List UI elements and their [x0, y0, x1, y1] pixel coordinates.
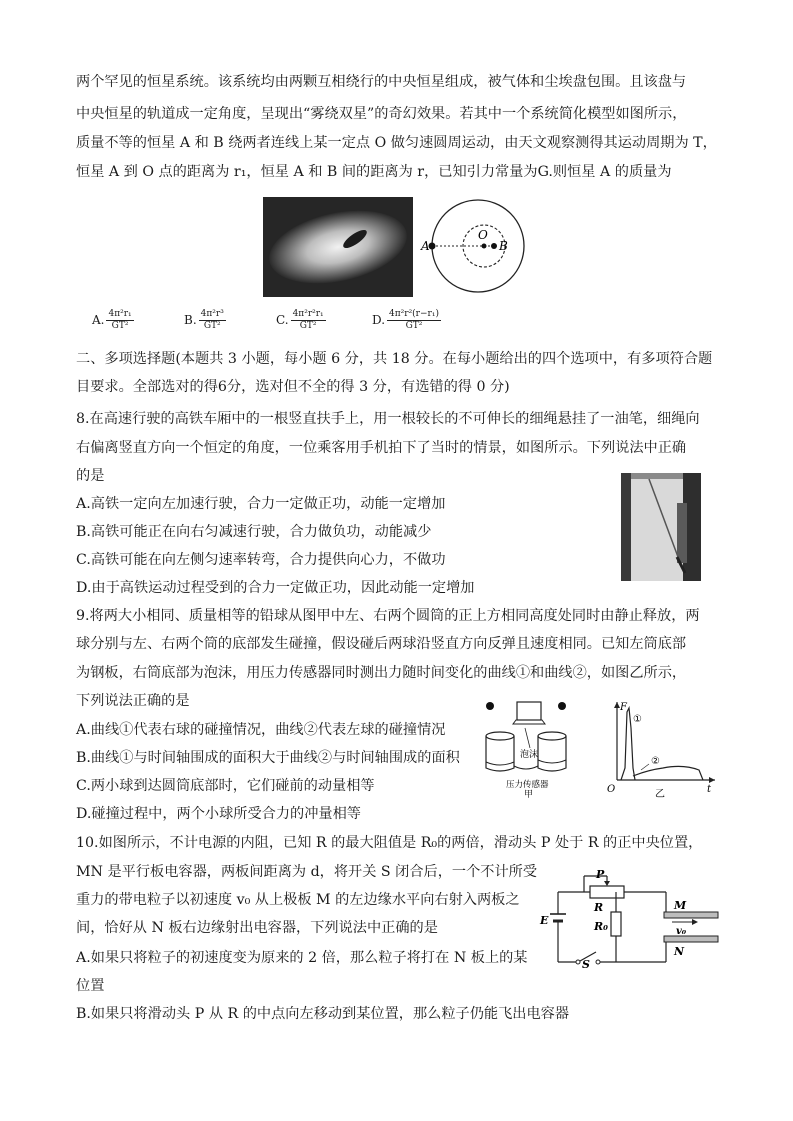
orbit-diagram — [418, 196, 528, 301]
caption-yi: 乙 — [655, 789, 665, 798]
axis-F: F — [620, 702, 627, 713]
q7-option-a: A. $\frac{\text{4π²r₁}}{\text{GT²}}$ — [92, 309, 132, 331]
label-A: A — [421, 239, 430, 253]
sensor-label: 压力传感器 — [506, 780, 549, 790]
curve-2-label: ② — [651, 756, 660, 767]
label-P: P — [596, 868, 605, 881]
q10-line-3: 重力的带电粒子以初速度 v₀ 从上极板 M 的左边缘水平向右射入两板之 — [76, 892, 520, 908]
q7-option-d: D. $\frac{\text{4π²r²(r−r₁)}}{\text{GT²}}$ — [372, 309, 439, 331]
q9-line-3: 为钢板，右筒底部为泡沫，用压力传感器同时测出力随时间变化的曲线①和曲线②，如图乙所示， — [76, 665, 687, 681]
binary-star-photo — [263, 197, 413, 297]
q9-line-4: 下列说法正确的是 — [76, 693, 190, 709]
q9-line-1: 9.将两大小相同、质量相等的铅球从图甲中左、右两个圆筒的正上方相同高度处同时由静止释放，两 — [76, 608, 700, 624]
q8-line-3: 的是 — [76, 468, 105, 484]
figure-jia-cylinders — [480, 698, 590, 798]
label-N: N — [674, 945, 685, 958]
q7-line-4: 恒星 A 到 O 点的距离为 r₁，恒星 A 和 B 间的距离为 r，已知引力常量为G.则恒星 A 的质量为 — [76, 164, 672, 180]
q9-line-2: 球分别与左、右两个筒的底部发生碰撞，假设碰后两球沿竖直方向反弹且速度相同。已知左筒底部 — [76, 636, 687, 652]
figure-yi-force-graph — [603, 698, 718, 798]
label-S: S — [582, 958, 590, 968]
label-R0: R₀ — [594, 920, 608, 933]
train-pen-photo — [621, 473, 701, 581]
label-B: B — [499, 239, 508, 253]
section-2-heading: 二、多项选择题(本题共 3 小题，每小题 6 分，共 18 分。在每小题给出的四个选项中，有多项符合题 — [76, 351, 713, 367]
label-R: R — [594, 901, 604, 914]
circuit-diagram — [538, 866, 730, 968]
q8-line-2: 右偏离竖直方向一个恒定的角度，一位乘客用手机拍下了当时的情景，如图所示。下列说法中正确 — [76, 440, 687, 456]
caption-jia: 甲 — [524, 790, 534, 798]
q8-line-1: 8.在高速行驶的高铁车厢中的一根竖直扶手上，用一根较长的不可伸长的细绳悬挂了一油笔，细绳向 — [76, 411, 700, 427]
q9-option-b: B.曲线①与时间轴围成的面积大于曲线②与时间轴围成的面积 — [76, 750, 460, 766]
label-v0: v₀ — [676, 926, 687, 937]
curve-1-label: ① — [633, 714, 642, 725]
q10-line-4: 间，恰好从 N 板右边缘射出电容器，下列说法中正确的是 — [76, 920, 438, 936]
q7-line-2: 中央恒星的轨道成一定角度，呈现出“雾绕双星”的奇幻效果。若其中一个系统简化模型如图所示， — [76, 106, 687, 122]
axis-origin: O — [607, 784, 616, 795]
q8-option-b: B.高铁可能正在向右匀减速行驶，合力做负功，动能减少 — [76, 524, 432, 540]
axis-t: t — [707, 784, 712, 795]
q7-line-3: 质量不等的恒星 A 和 B 绕两者连线上某一定点 O 做匀速圆周运动，由天文观察测得其运动周期为 T， — [76, 135, 717, 151]
q9-option-a: A.曲线①代表右球的碰撞情况，曲线②代表左球的碰撞情况 — [76, 722, 446, 738]
label-E: E — [540, 914, 549, 927]
q10-option-a: A.如果只将粒子的初速度变为原来的 2 倍，那么粒子将打在 N 板上的某 — [76, 950, 528, 966]
q7-line-1: 两个罕见的恒星系统。该系统均由两颗互相绕行的中央恒星组成，被气体和尘埃盘包围。且该盘与 — [76, 74, 687, 90]
q7-option-b: B. $\frac{\text{4π²r³}}{\text{GT²}}$ — [184, 309, 224, 331]
q10-option-b: B.如果只将滑动头 P 从 R 的中点向左移动到某位置，那么粒子仍能飞出电容器 — [76, 1006, 570, 1022]
foam-label: 泡沫 — [520, 750, 539, 760]
q8-option-c: C.高铁可能在向左侧匀速率转弯，合力提供向心力，不做功 — [76, 552, 446, 568]
q10-line-2: MN 是平行板电容器，两板间距离为 d，将开关 S 闭合后，一个不计所受 — [76, 864, 538, 880]
label-M: M — [674, 899, 687, 912]
q9-option-d: D.碰撞过程中，两个小球所受合力的冲量相等 — [76, 806, 361, 822]
q8-option-d: D.由于高铁运动过程受到的合力一定做正功，因此动能一定增加 — [76, 580, 475, 596]
q8-option-a: A.高铁一定向左加速行驶，合力一定做正功，动能一定增加 — [76, 496, 446, 512]
q10-line-1: 10.如图所示，不计电源的内阻，已知 R 的最大阻值是 R₀的两倍，滑动头 P 处于 R 的正中央位置， — [76, 835, 703, 851]
section-2-instructions: 目要求。全部选对的得6分，选对但不全的得 3 分，有选错的得 0 分) — [76, 379, 510, 395]
q9-option-c: C.两小球到达圆筒底部时，它们碰前的动量相等 — [76, 778, 375, 794]
label-O: O — [478, 228, 488, 242]
q10-option-a-cont: 位置 — [76, 978, 105, 994]
q7-option-c: C. $\frac{\text{4π²r²r₁}}{\text{GT²}}$ — [276, 309, 324, 331]
